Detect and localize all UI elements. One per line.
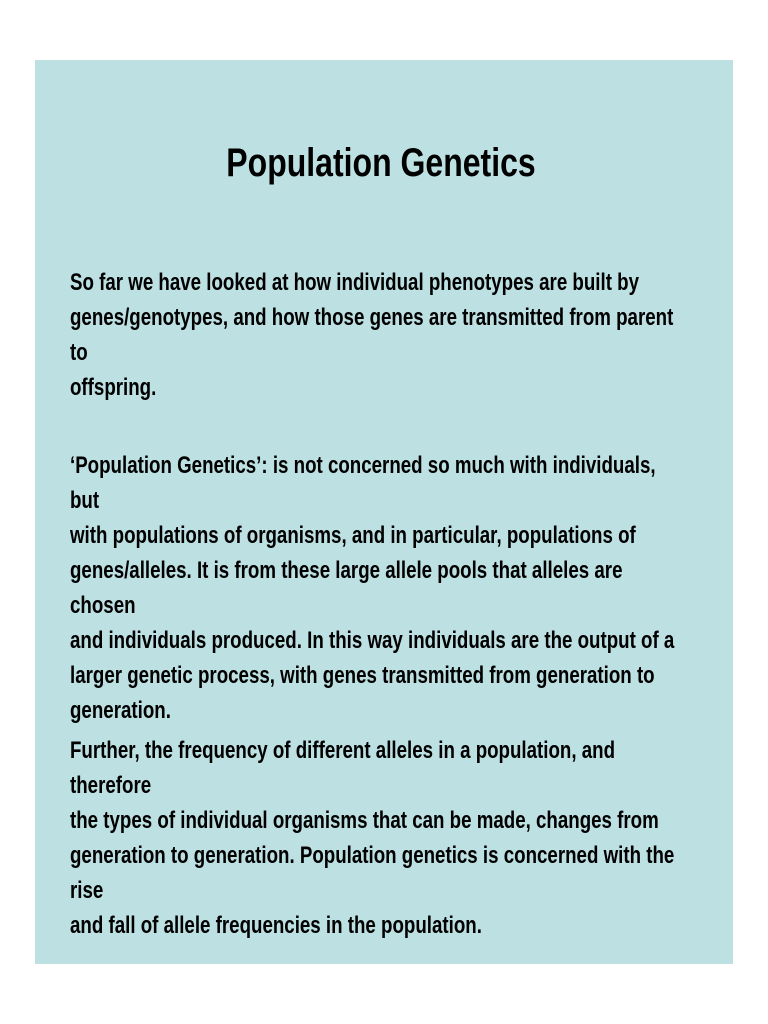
paragraph-intro: So far we have looked at how individual phenotypes are built by genes/genotypes, and how those genes are transmitted from parent to offspring. (70, 269, 674, 401)
slide-title: Population Genetics (226, 141, 536, 185)
slide (35, 60, 733, 964)
paragraph-allele-frequency: Further, the frequency of different alleles in a population, and therefore the types of individual organisms that can be made, changes from generation to generation. Population genetics is concerned with the rise and fall of allele frequencies in the population. (70, 737, 675, 939)
paragraph-definition: ‘Population Genetics’: is not concerned so much with individuals, but with populations of organisms, and in particular, populations of genes/alleles. It is from these large allele pools that alleles are chosen and individuals produced. In this way individuals are the output of a larger genetic process, with genes transmitted from generation to generation. (70, 452, 675, 724)
